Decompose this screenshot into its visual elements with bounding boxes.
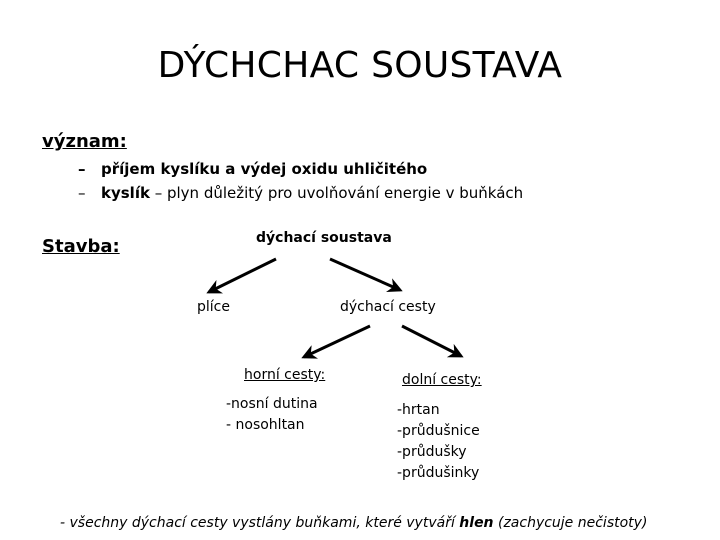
bullet-bold-term: kyslík — [101, 184, 150, 202]
stavba-heading: Stavba: — [42, 236, 120, 257]
page-title: DÝCHCHAC SOUSTAVA — [157, 45, 563, 86]
vyznam-heading: význam: — [42, 131, 127, 152]
upper-airways-list — [226, 394, 318, 436]
arrow-dc-lower — [402, 326, 461, 356]
list-item: -průdušky — [397, 444, 467, 460]
list-item: -hrtan — [397, 402, 440, 418]
arrow-root-left — [209, 259, 276, 292]
lower-airways-list — [397, 400, 480, 484]
list-item: -průdušinky — [397, 465, 480, 481]
node-horni-cesty: horní cesty: — [244, 367, 326, 383]
bullet-dash: – — [78, 160, 86, 178]
bullet-text: – plyn důležitý pro uvolňování energie v buňkách — [149, 184, 524, 202]
list-item: -průdušnice — [397, 423, 480, 439]
bullet-text: příjem kyslíku a výdej oxidu uhličitého — [101, 160, 428, 178]
arrow-root-right — [330, 259, 400, 290]
footer-text: - všechny dýchací cesty vystlány buňkami, které vytváří — [60, 515, 460, 531]
bullet-dash: – — [78, 184, 86, 202]
footer-text-end: (zachycuje nečistoty) — [493, 515, 648, 531]
arrow-dc-upper — [304, 326, 370, 357]
list-item: -nosní dutina — [226, 396, 318, 412]
node-plice: plíce — [197, 299, 230, 315]
node-dychaci-soustava: dýchací soustava — [256, 230, 392, 246]
list-item: - nosohltan — [226, 417, 305, 433]
node-dychaci-cesty: dýchací cesty — [340, 299, 436, 315]
node-dolni-cesty: dolní cesty: — [402, 372, 482, 388]
footer-note — [60, 515, 647, 531]
footer-highlight: hlen — [459, 515, 494, 531]
